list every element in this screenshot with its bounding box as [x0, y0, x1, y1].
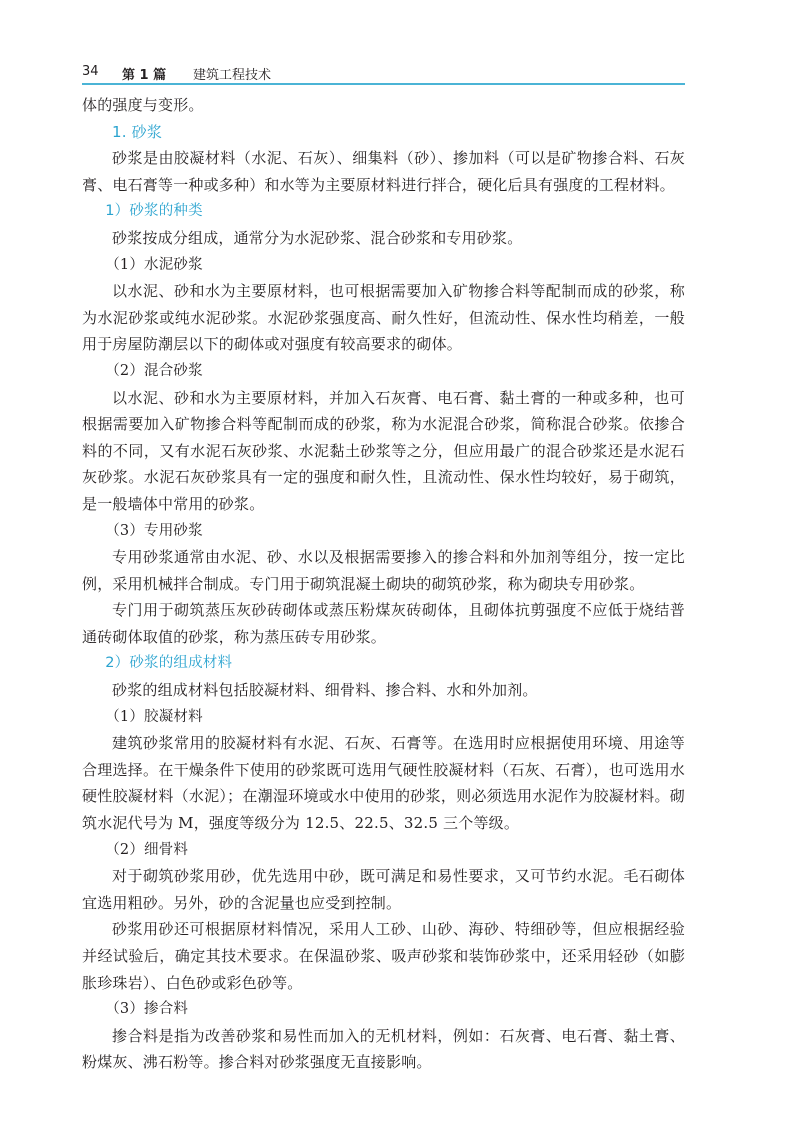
subsection-heading: 1）砂浆的种类: [105, 203, 203, 220]
sub-subsection-heading: （1）水泥砂浆: [105, 256, 203, 273]
paragraph: 砂浆用砂还可根据原材料情况，采用人工砂、山砂、海砂、特细砂等，但应根据经验并经试验后，确定其技术要求。在保温砂浆、吸声砂浆和装饰砂浆中，还采用轻砂（如膨胀珍珠岩）、白色砂或彩色砂等。: [82, 920, 685, 992]
sub-subsection-heading: （2）混合砂浆: [105, 362, 203, 379]
sub-subsection-heading: （3）掺合料: [105, 1001, 189, 1018]
paragraph: 专门用于砌筑蒸压灰砂砖砌体或蒸压粉煤灰砖砌体，且砌体抗剪强度不应低于烧结普通砖砌体取值的砂浆，称为蒸压砖专用砂浆。: [82, 601, 685, 646]
subsection-heading: 2）砂浆的组成材料: [105, 655, 233, 672]
section-heading: 1. 砂浆: [112, 122, 163, 141]
paragraph: 掺合料是指为改善砂浆和易性而加入的无机材料，例如：石灰膏、电石膏、黏土膏、粉煤灰、沸石粉等。掺合料对砂浆强度无直接影响。: [82, 1026, 685, 1072]
paragraph: 专用砂浆通常由水泥、砂、水以及根据需要掺入的掺合料和外加剂等组分，按一定比例，采用机械拌合制成。专门用于砌筑混凝土砌块的砌筑砂浆，称为砌块专用砂浆。: [82, 548, 685, 593]
paragraph-continuation: 体的强度与变形。: [82, 96, 204, 114]
sub-subsection-heading: （2）细骨料: [105, 841, 189, 858]
part-topic: 建筑工程技术: [193, 68, 272, 83]
sub-subsection-heading: （1）胶凝材料: [105, 708, 203, 725]
sub-subsection-heading: （3）专用砂浆: [105, 522, 203, 539]
paragraph: 砂浆按成分组成，通常分为水泥砂浆、混合砂浆和专用砂浆。: [112, 228, 523, 247]
paragraph: 砂浆是由胶凝材料（水泥、石灰）、细集料（砂）、掺加料（可以是矿物掺合料、石灰膏、电石膏等一种或多种）和水等为主要原材料进行拌合，硬化后具有强度的工程材料。: [82, 149, 685, 194]
paragraph: 砂浆的组成材料包括胶凝材料、细骨料、掺合料、水和外加剂。: [112, 681, 538, 700]
paragraph: 建筑砂浆常用的胶凝材料有水泥、石灰、石膏等。在选用时应根据使用环境、用途等合理选择。在干燥条件下使用的砂浆既可选用气硬性胶凝材料（石灰、石膏），也可选用水硬性胶凝材料（水泥）；在潮湿环境或水中使用的砂浆，则必须选用水泥作为胶凝材料。砌筑水泥代号为 M，强度等级分为 12.5、22.5、32.5 三个等级。: [82, 734, 685, 833]
body-text: [82, 92, 685, 1076]
paragraph: 对于砌筑砂浆用砂，优先选用中砂，既可满足和易性要求，又可节约水泥。毛石砌体宜选用粗砂。另外，砂的含泥量也应受到控制。: [82, 867, 685, 912]
paragraph: 以水泥、砂和水为主要原材料，并加入石灰膏、电石膏、黏土膏的一种或多种，也可根据需要加入矿物掺合料等配制而成的砂浆，称为水泥混合砂浆，简称混合砂浆。依掺合料的不同，又有水泥石灰砂浆、水泥黏土砂浆等之分，但应用最广的混合砂浆还是水泥石灰砂浆。水泥石灰砂浆具有一定的强度和耐久性，且流动性、保水性均较好，易于砌筑，是一般墙体中常用的砂浆。: [82, 388, 685, 513]
paragraph: 以水泥、砂和水为主要原材料，也可根据需要加入矿物掺合料等配制而成的砂浆，称为水泥砂浆或纯水泥砂浆。水泥砂浆强度高、耐久性好，但流动性、保水性均稍差，一般用于房屋防潮层以下的砌体或对强度有较高要求的砌体。: [82, 282, 685, 354]
header-rule: [82, 83, 685, 85]
part-label: 第 1 篇: [122, 68, 167, 83]
page-number: 34: [82, 64, 99, 79]
